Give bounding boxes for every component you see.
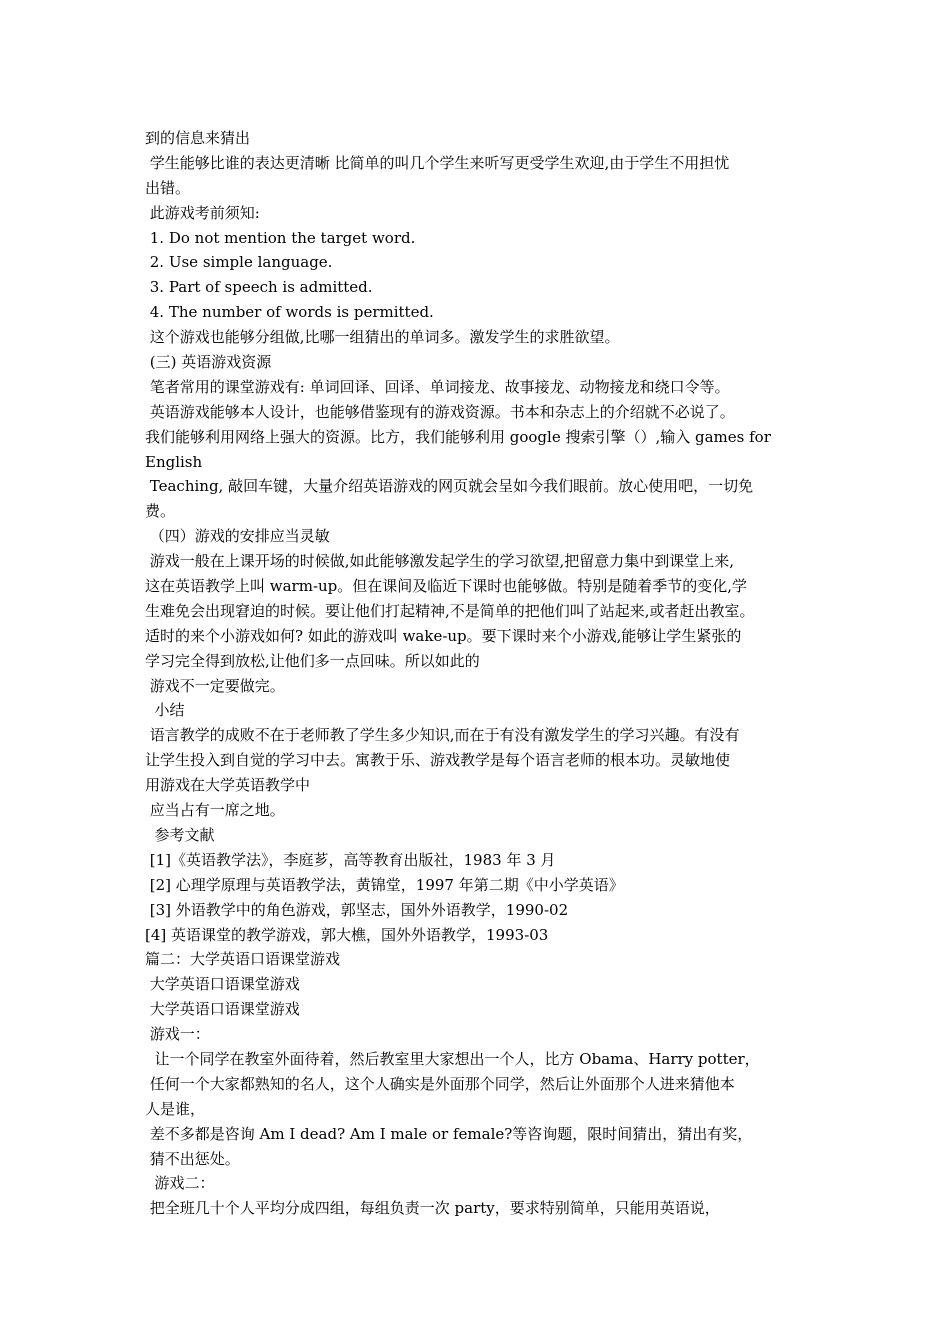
- text-line: 出错。: [145, 178, 191, 197]
- text-line: 费。: [145, 502, 176, 521]
- text-line: 到的信息来猜出: [145, 129, 251, 147]
- text-line: 差不多都是咨询 Am I dead? Am I male or female?等咨询题，限时间猜出，猜出有奖，: [145, 1124, 753, 1143]
- list-item: 2. Use simple language.: [145, 253, 333, 272]
- text-line: 我们能够利用网络上强大的资源。比方，我们能够利用 google 搜索引擎（）,输入 games for: [145, 427, 771, 446]
- section-heading: (三) 英语游戏资源: [145, 353, 272, 372]
- section-heading: 小结: [145, 701, 185, 720]
- text-line: 适时的来个小游戏如何? 如此的游戏叫 wake-up。要下课时来个小游戏,能够让学生紧张的: [145, 626, 742, 645]
- list-item: 3. Part of speech is admitted.: [145, 278, 373, 297]
- list-item: 4. The number of words is permitted.: [145, 303, 434, 322]
- text-line: 这在英语教学上叫 warm-up。但在课间及临近下课时也能够做。特别是随着季节的变化,学: [145, 577, 748, 596]
- text-line: 生难免会出现窘迫的时候。要让他们打起精神,不是简单的把他们叫了站起来,或者赶出教室。: [145, 601, 755, 620]
- text-line: 猜不出惩处。: [145, 1149, 240, 1168]
- section-heading: 游戏一：: [145, 1025, 210, 1044]
- text-line: 英语游戏能够本人设计，也能够借鉴现有的游戏资源。书本和杂志上的介绍就不必说了。: [145, 402, 735, 421]
- section-heading: 大学英语口语课堂游戏: [145, 1000, 300, 1019]
- text-line: 应当占有一席之地。: [145, 801, 285, 820]
- text-line: 让学生投入到自觉的学习中去。寓教于乐、游戏教学是每个语言老师的根本功。灵敏地使: [145, 751, 731, 770]
- text-line: 语言教学的成败不在于老师教了学生多少知识,而在于有没有激发学生的学习兴趣。有没有: [145, 726, 740, 745]
- text-line: Teaching, 敲回车键，大量介绍英语游戏的网页就会呈如今我们眼前。放心使用吧，一切免: [145, 477, 754, 496]
- document-body: [145, 126, 815, 1221]
- text-line: 学习完全得到放松,让他们多一点回味。所以如此的: [145, 651, 480, 670]
- text-line: English: [145, 452, 203, 471]
- text-line: 游戏一般在上课开场的时候做,如此能够激发起学生的学习欲望,把留意力集中到课堂上来,: [145, 552, 735, 571]
- text-line: 把全班几十个人平均分成四组，每组负责一次 party，要求特别简单，只能用英语说，: [145, 1199, 720, 1218]
- text-line: 人是谁，: [145, 1099, 206, 1118]
- text-line: 学生能够比谁的表达更清晰 比简单的叫几个学生来听写更受学生欢迎,由于学生不用担忧: [145, 153, 730, 172]
- text-line: 这个游戏也能够分组做,比哪一组猜出的单词多。激发学生的求胜欲望。: [145, 328, 620, 347]
- text-line: 用游戏在大学英语教学中: [145, 776, 311, 795]
- text-line: 游戏不一定要做完。: [145, 676, 285, 695]
- section-heading: （四）游戏的安排应当灵敏: [145, 527, 330, 546]
- text-line: 此游戏考前须知:: [145, 203, 260, 222]
- section-heading: 游戏二：: [145, 1174, 215, 1193]
- section-heading: 篇二：大学英语口语课堂游戏: [145, 950, 341, 969]
- text-line: 笔者常用的课堂游戏有: 单词回译、回译、单词接龙、故事接龙、动物接龙和绕口令等。: [145, 377, 730, 396]
- section-heading: 参考文献: [145, 825, 215, 844]
- reference-item: [1]《英语教学法》，李庭芗，高等教育出版社，1983 年 3 月: [145, 850, 556, 869]
- list-item: 1. Do not mention the target word.: [145, 228, 416, 247]
- text-line: 任何一个大家都熟知的名人，这个人确实是外面那个同学，然后让外面那个人进来猜他本: [145, 1074, 735, 1093]
- text-line: 让一个同学在教室外面待着，然后教室里大家想出一个人，比方 Obama、Harry potter，: [145, 1049, 760, 1068]
- reference-item: [3] 外语教学中的角色游戏，郭坚志，国外外语教学，1990-02: [145, 900, 569, 919]
- reference-item: [2] 心理学原理与英语教学法，黄锦堂，1997 年第二期《中小学英语》: [145, 875, 624, 894]
- reference-item: [4] 英语课堂的教学游戏，郭大樵，国外外语教学，1993-03: [145, 925, 549, 944]
- section-heading: 大学英语口语课堂游戏: [145, 975, 300, 994]
